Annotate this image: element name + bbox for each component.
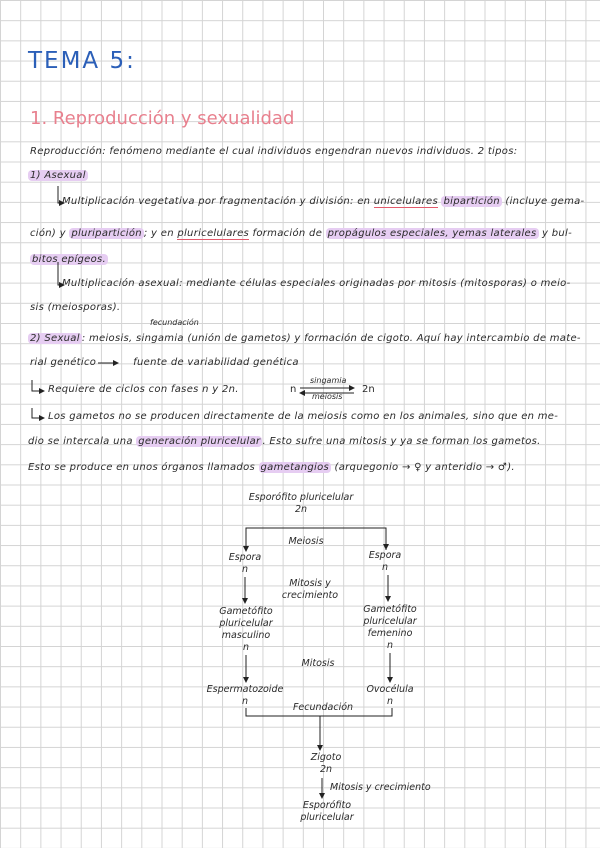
p1-pluriparticion: pluripartición (71, 228, 142, 239)
arrow-para (32, 408, 44, 418)
cycle-2n: 2n (362, 384, 375, 395)
genetic-material: rial genético (30, 357, 97, 368)
p1-g: ; y en (143, 228, 174, 239)
cycle-meiosis: meiosis (312, 392, 343, 401)
node-spore-right: Espora n (368, 550, 402, 573)
para-l2a: dio se intercala una (28, 436, 133, 447)
p2-a: Multiplicación asexual: mediante células especiales originadas por mitosis (mitosporas) o meio- (62, 278, 571, 289)
arrow-cycle (32, 380, 44, 391)
para-l3a: Esto se produce en unos órganos llamados (28, 462, 256, 473)
para-generation: generación pluricelular (138, 436, 261, 447)
sexual-line1-text: : meiosis, singamia (unión de gametos) y formación de cigoto. Aquí hay intercambio de mate- (81, 333, 581, 344)
cycle-singamia: singamia (310, 376, 347, 385)
asexual-p2-line2: sis (meiosporas). (30, 302, 121, 313)
p1-l: bitos epígeos. (32, 254, 107, 265)
p1-i: formación de (252, 228, 323, 239)
p1-biparticion: bipartición (443, 196, 500, 207)
label-mitosis-growth-2: Mitosis y crecimiento (330, 782, 431, 793)
node-sporophyte-top: Esporófito pluricelular 2n (248, 492, 354, 515)
cycle-text: Requiere de ciclos con fases n y 2n. (48, 384, 239, 395)
para-l2c: . Esto sufre una mitosis y ya se forman los gametos. (262, 436, 541, 447)
fecundation-note: fecundación (150, 318, 199, 327)
para-gametangios: gametangios (260, 462, 330, 473)
p1-k: y bul- (542, 228, 572, 239)
node-spore-left: Espora n (228, 552, 262, 575)
p1-a: Multiplicación vegetativa por fragmentación y división: en (62, 196, 371, 207)
node-gametophyte-female: Gametófito pluricelular femenino n (363, 604, 417, 651)
node-ovocell: Ovocélula n (366, 684, 414, 707)
label-fecundation: Fecundación (292, 702, 354, 713)
p1-pluricelulares: pluricelulares (177, 228, 250, 239)
node-gametophyte-male: Gametófito pluricelular masculino n (219, 606, 273, 653)
line-meiosis (246, 528, 386, 550)
section-heading: 1. Reproducción y sexualidad (30, 108, 295, 129)
p1-unicelulares: unicelulares (373, 196, 438, 207)
arrow-asexual-p1 (58, 186, 64, 203)
label-meiosis: Meiosis (288, 536, 324, 547)
sexual-label: 2) Sexual (30, 333, 80, 344)
intro-text: Reproducción: fenómeno mediante el cual individuos engendran nuevos individuos. 2 tipos: (30, 146, 518, 157)
node-zygote: Zigoto 2n (310, 752, 342, 775)
p1-e: ción) y (30, 228, 66, 239)
para-line1: Los gametos no se producen directamente de la meiosis como en los animales, sino que en me- (48, 411, 559, 422)
line-fecundation (246, 708, 392, 716)
p1-d: (incluye gema- (505, 196, 585, 207)
para-l3c: (arquegonio → ♀ y anteridio → ♂). (334, 462, 515, 473)
asexual-label-text: 1) Asexual (30, 170, 86, 181)
node-sporophyte-bottom: Esporófito pluricelular (300, 800, 354, 823)
p1-propagulos: propágulos especiales, yemas laterales (327, 228, 537, 239)
node-spermatozoid: Espermatozoide n (206, 684, 284, 707)
arrow-asexual-p2 (58, 262, 64, 285)
cycle-n: n (290, 384, 297, 395)
page-title: TEMA 5: (28, 48, 136, 74)
label-mitosis-growth: Mitosis y crecimiento (281, 578, 339, 601)
label-mitosis: Mitosis (301, 658, 335, 669)
variability: fuente de variabilidad genética (133, 357, 299, 368)
